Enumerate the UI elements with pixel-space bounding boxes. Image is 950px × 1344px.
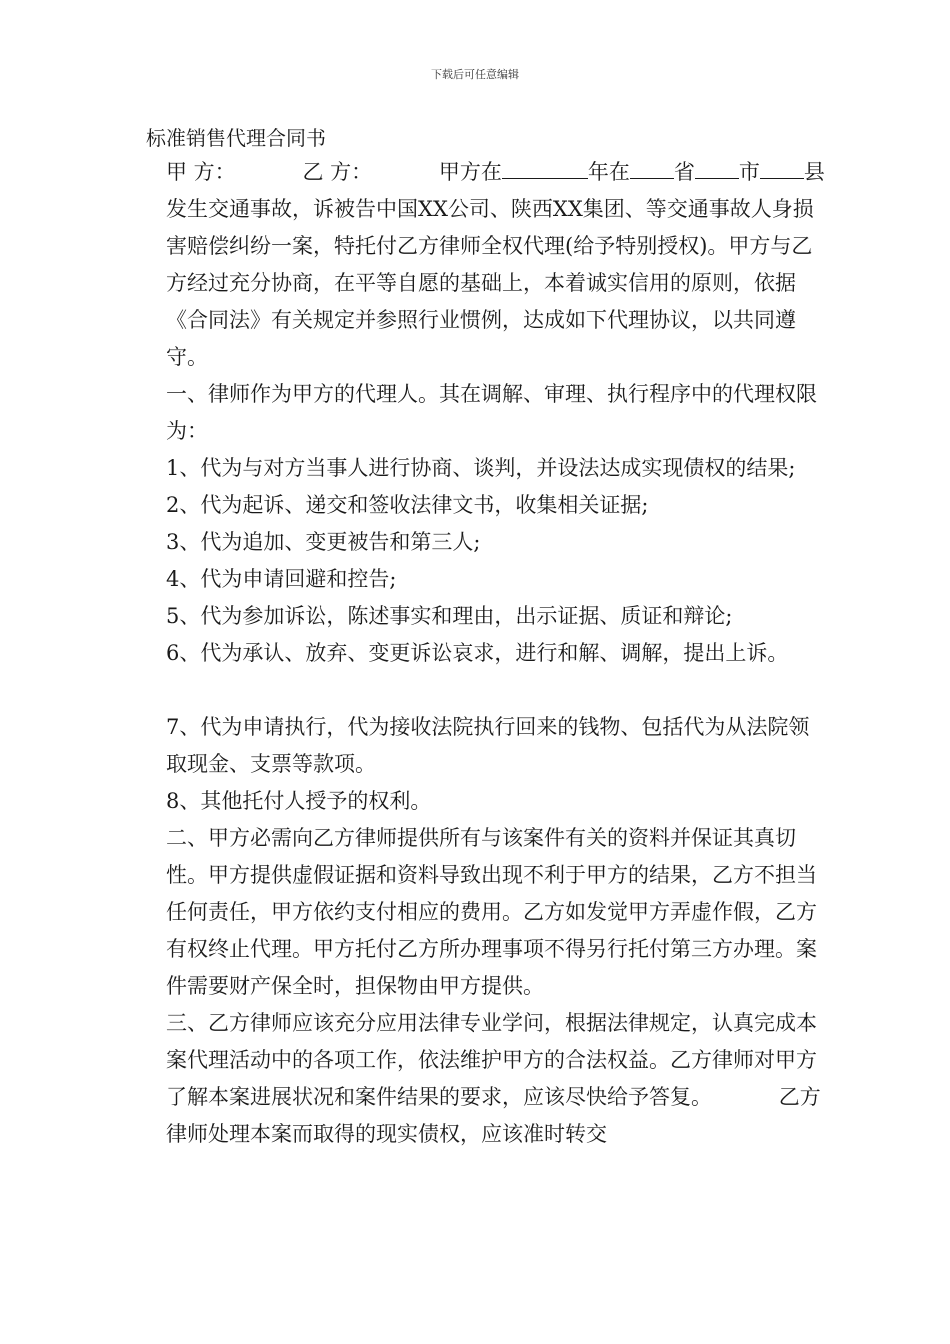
section3-part1: 三、乙方律师应该充分应用法律专业学问，根据法律规定，认真完成本案代理活动中的各项工作，依法维护甲方的合法权益。乙方律师对甲方了解本案进展状况和案件结果的要求，应该尽快给予答复。 (166, 1011, 817, 1109)
section3-paragraph (146, 1005, 828, 1153)
intro-city: 市 (738, 160, 760, 184)
section1-item: 7、代为申请执行，代为接收法院执行回来的钱物、包括代为从法院领取现金、支票等款项。 (166, 715, 810, 776)
intro-lead: 甲方在 (438, 160, 502, 184)
document-title: 标准销售代理合同书 (146, 126, 326, 150)
county-blank (760, 160, 804, 179)
section1-item: 4、代为申请回避和控告; (166, 567, 397, 591)
section1-item: 3、代为追加、变更被告和第三人; (166, 530, 481, 554)
blank-line (146, 672, 828, 709)
intro-province: 省 (673, 160, 695, 184)
section1-item: 2、代为起诉、递交和签收法律文书，收集相关证据; (166, 493, 649, 517)
city-blank (695, 160, 739, 179)
intro-year: 年在 (587, 160, 630, 184)
document-body (146, 154, 828, 1153)
intro-paragraph (146, 154, 828, 376)
party-b-label: 乙 方： (302, 160, 373, 184)
header-note: 下载后可任意编辑 (431, 68, 519, 81)
section1-item: 8、其他托付人授予的权利。 (166, 789, 432, 813)
section3-part2: 乙方律师处理本案而取得的现实债权，应该准时转交 (166, 1085, 821, 1146)
year-blank (502, 160, 588, 179)
section1-item: 1、代为与对方当事人进行协商、谈判，并设法达成实现债权的结果; (166, 456, 796, 480)
section2-paragraph: 二、甲方必需向乙方律师提供所有与该案件有关的资料并保证其真切性。甲方提供虚假证据和资料导致出现不利于甲方的结果，乙方不担当任何责任，甲方依约支付相应的费用。乙方如发觉甲方弄虚作假，乙方有权终止代理。甲方托付乙方所办理事项不得另行托付第三方办理。案件需要财产保全时，担保物由甲方提供。 (166, 826, 817, 998)
intro-county: 县 (803, 160, 825, 184)
province-blank (630, 160, 674, 179)
party-a-label: 甲 方： (166, 160, 236, 184)
section1-item: 5、代为参加诉讼，陈述事实和理由，出示证据、质证和辩论; (166, 604, 733, 628)
section1-heading: 一、律师作为甲方的代理人。其在调解、审理、执行程序中的代理权限为： (166, 382, 817, 443)
intro-rest: 发生交通事故，诉被告中国XX公司、陕西XX集团、等交通事故人身损害赔偿纠纷一案，特托付乙方律师全权代理(给予特别授权)。甲方与乙方经过充分协商，在平等自愿的基础上，本着诚实信用的原则，依据《合同法》有关规定并参照行业惯例，达成如下代理协议，以共同遵守。 (166, 197, 814, 369)
section1-item: 6、代为承认、放弃、变更诉讼哀求，进行和解、调解，提出上诉。 (166, 641, 789, 665)
